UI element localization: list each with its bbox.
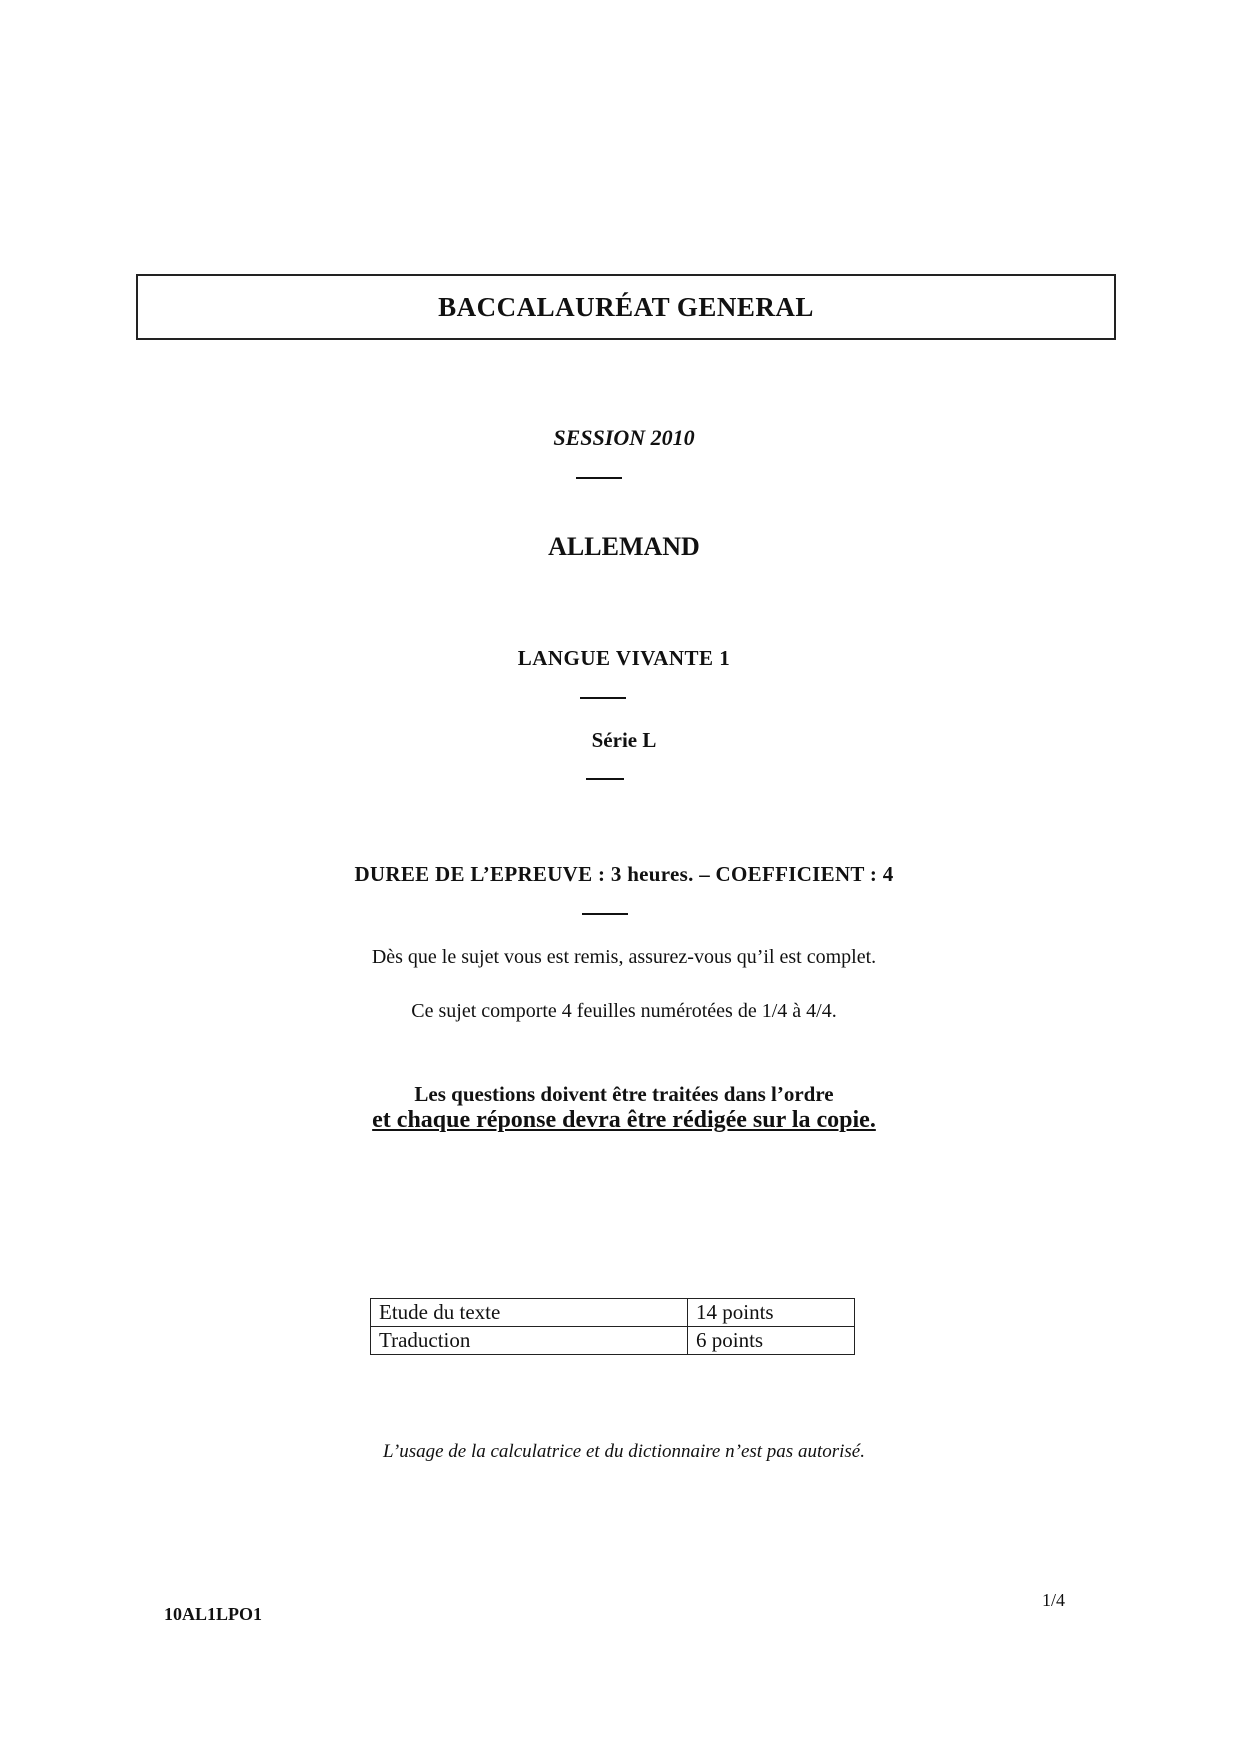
answers-on-copy-note: et chaque réponse devra être rédigée sur la copie. — [372, 1107, 876, 1133]
instruction-check-complete: Dès que le sujet vous est remis, assurez-vous qu’il est complet. — [371, 946, 877, 968]
table-cell-points: 6 points — [688, 1327, 855, 1355]
table-cell-label: Etude du texte — [371, 1299, 688, 1327]
page-number: 1/4 — [1042, 1590, 1066, 1610]
header-box — [136, 274, 1116, 340]
exam-title: BACCALAURÉAT GENERAL — [438, 291, 814, 322]
exam-code: 10AL1LPO1 — [164, 1604, 263, 1624]
divider — [580, 697, 626, 699]
table-row — [371, 1299, 855, 1327]
duration-coefficient: DUREE DE L’EPREUVE : 3 heures. – COEFFICIENT : 4 — [354, 862, 894, 886]
questions-order-note: Les questions doivent être traitées dans l’ordre — [414, 1082, 834, 1106]
instruction-page-count: Ce sujet comporte 4 feuilles numérotées de 1/4 à 4/4. — [411, 1000, 837, 1022]
divider — [586, 778, 624, 780]
calculator-dictionary-notice: L’usage de la calculatrice et du dictionnaire n’est pas autorisé. — [383, 1441, 865, 1462]
table-row — [371, 1327, 855, 1355]
points-table — [370, 1298, 855, 1355]
divider — [576, 477, 622, 479]
table-cell-label: Traduction — [371, 1327, 688, 1355]
subject-title: ALLEMAND — [548, 532, 700, 561]
session-label: SESSION 2010 — [553, 425, 695, 450]
table-cell-points: 14 points — [688, 1299, 855, 1327]
divider — [582, 913, 628, 915]
language-level: LANGUE VIVANTE 1 — [517, 646, 731, 670]
series-label: Série L — [591, 728, 657, 752]
